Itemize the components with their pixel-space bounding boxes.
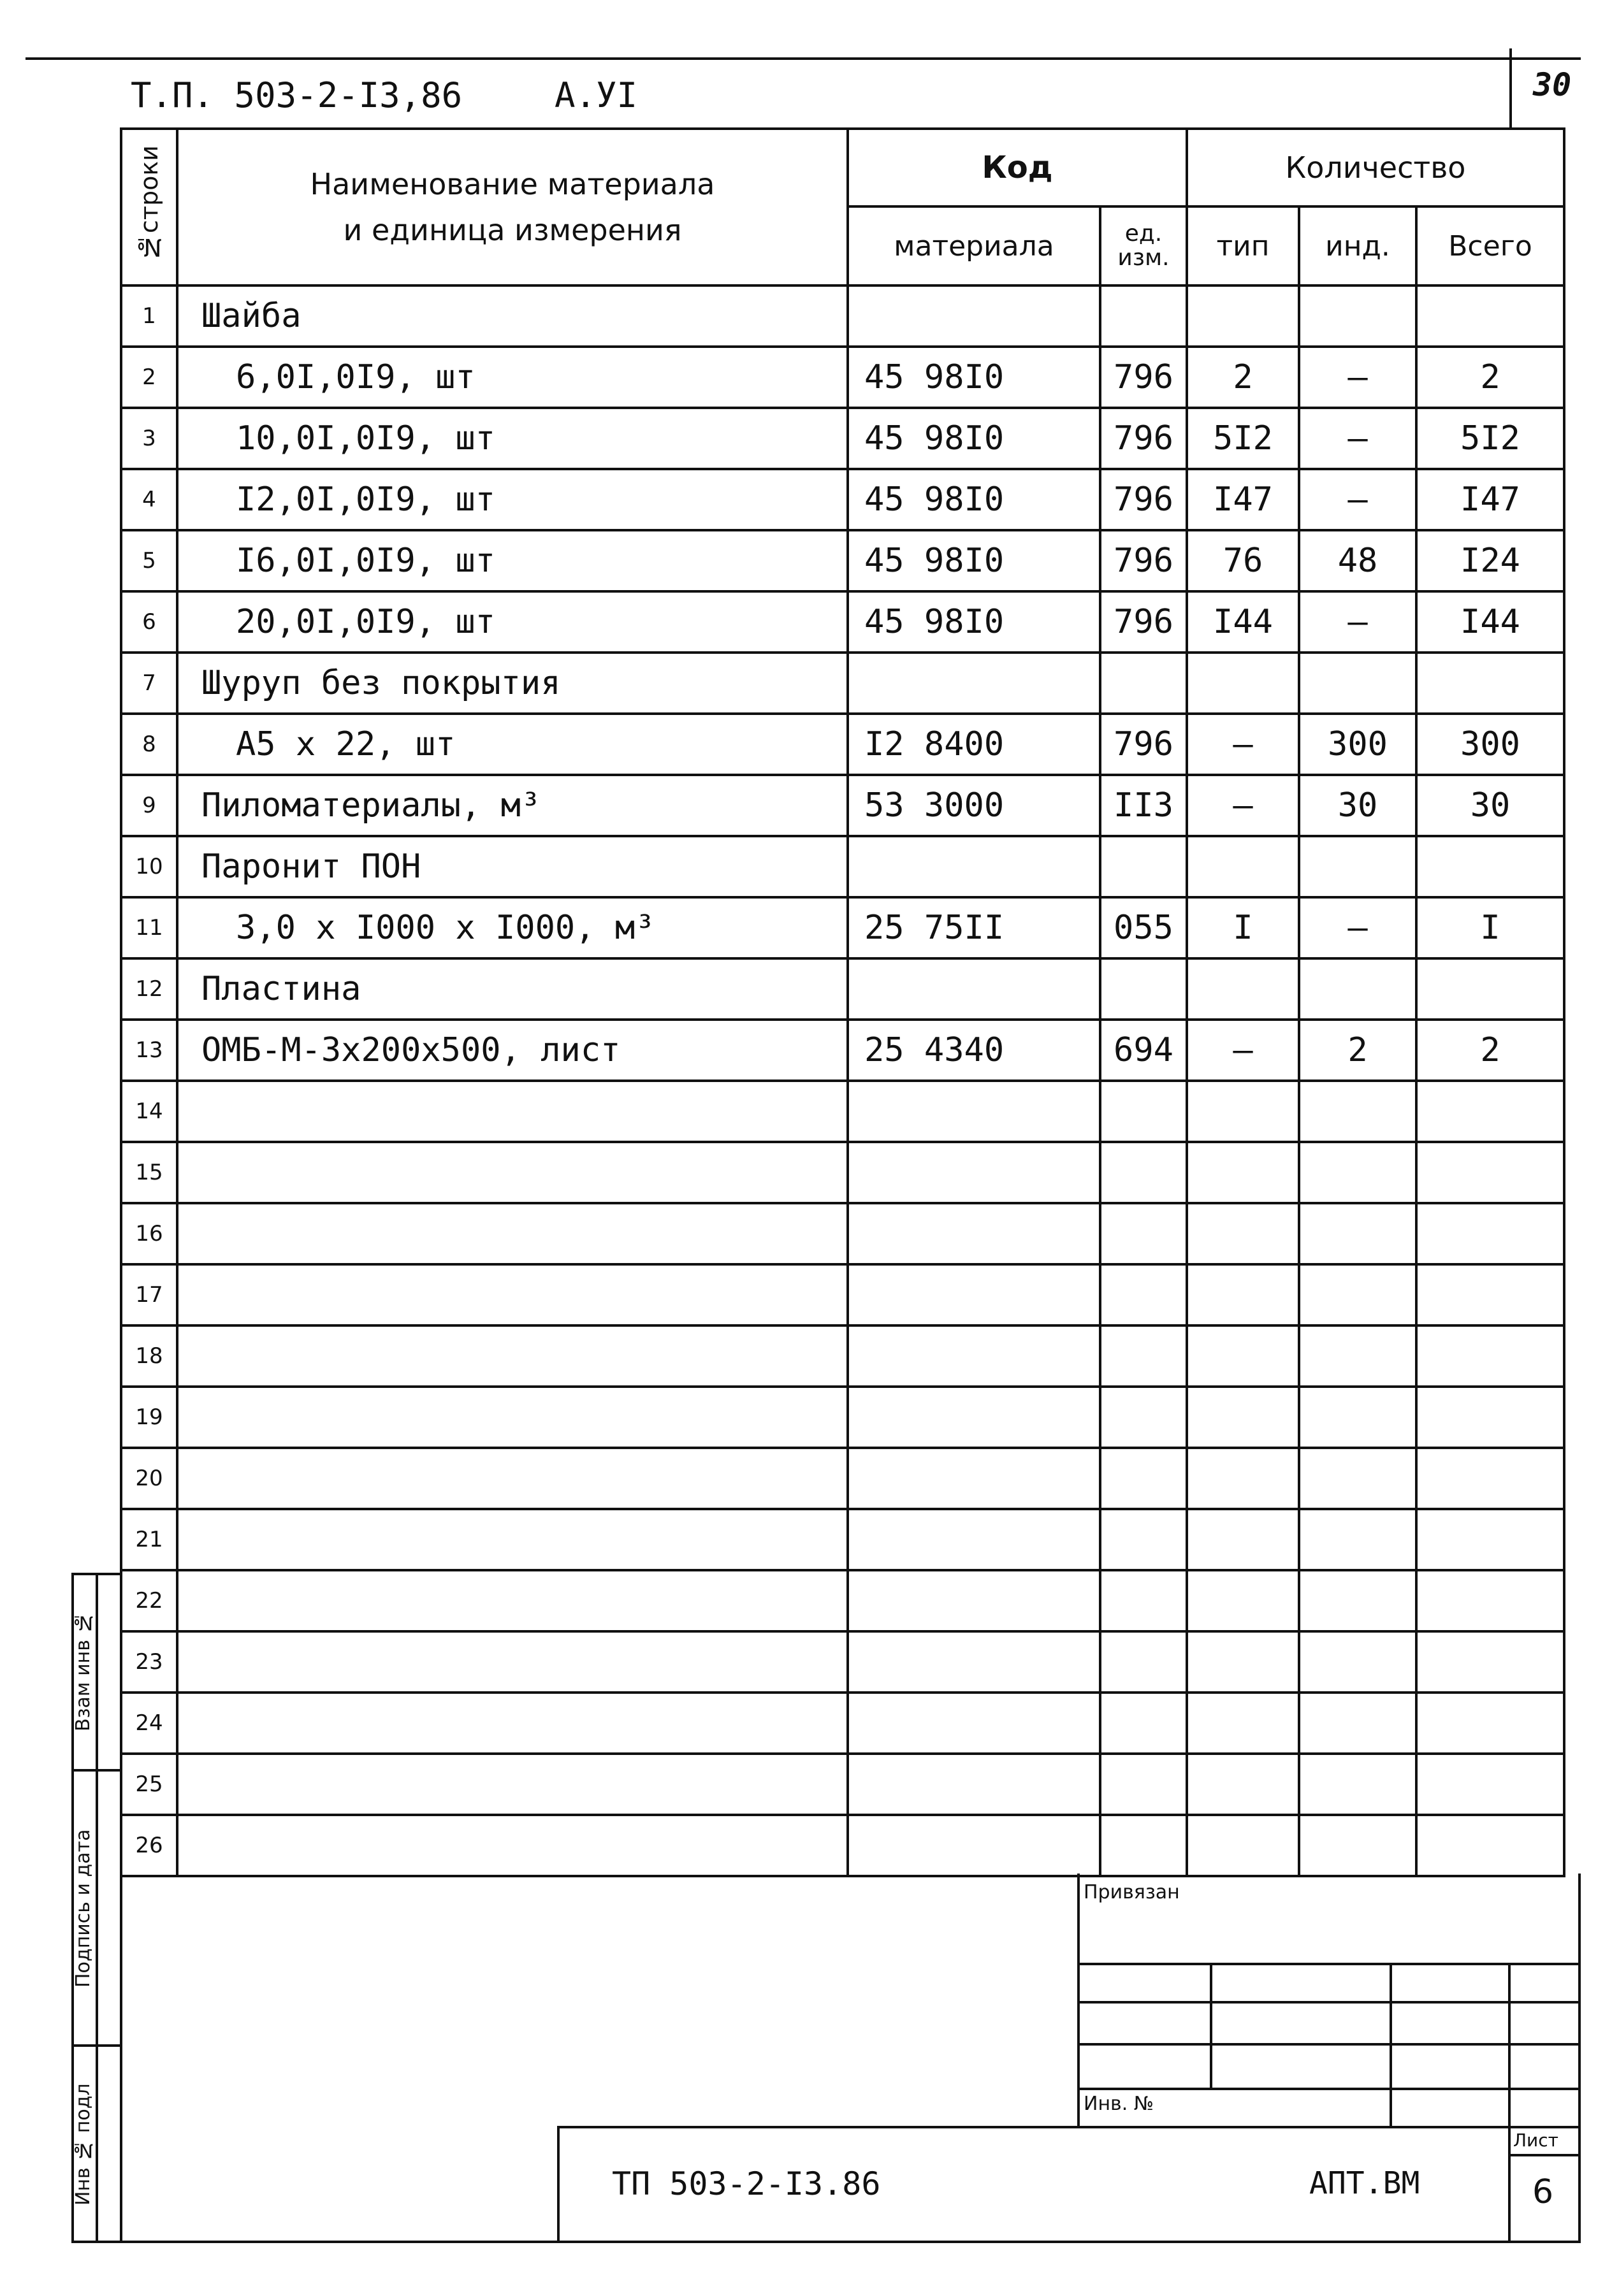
header-qty-ind: инд. [1299, 206, 1416, 285]
qty-total [1416, 653, 1564, 714]
material-code [848, 1631, 1100, 1693]
attached-grid-row-4 [1077, 2088, 1581, 2090]
table-row [121, 591, 1564, 653]
row-number: 26 [121, 1815, 177, 1876]
sheet-label: Лист [1513, 2130, 1558, 2151]
material-code [848, 1693, 1100, 1754]
qty-total [1416, 1631, 1564, 1693]
attached-grid-col-2 [1390, 1963, 1392, 2128]
side-stamp-divider-1 [71, 1769, 122, 1772]
table-row [121, 897, 1564, 958]
table-row [121, 1325, 1564, 1387]
material-code: 45 98I0 [848, 591, 1100, 653]
qty-ind: – [1299, 408, 1416, 469]
qty-total [1416, 1693, 1564, 1754]
unit-code: 796 [1100, 714, 1187, 775]
material-name [177, 1264, 848, 1325]
material-name [177, 1509, 848, 1570]
material-name: А5 х 22, шт [177, 714, 848, 775]
material-code: 45 98I0 [848, 469, 1100, 530]
row-number: 15 [121, 1142, 177, 1203]
table-row [121, 1020, 1564, 1081]
qty-total: 5I2 [1416, 408, 1564, 469]
table-row [121, 1570, 1564, 1631]
row-number: 25 [121, 1754, 177, 1815]
material-code: 53 3000 [848, 775, 1100, 836]
table-row [121, 469, 1564, 530]
unit-code [1100, 285, 1187, 347]
row-number: 5 [121, 530, 177, 591]
doc-mark: АПТ.ВМ [1309, 2165, 1420, 2201]
qty-total [1416, 958, 1564, 1020]
material-name: 20,0I,0I9, шт [177, 591, 848, 653]
row-number: 21 [121, 1509, 177, 1570]
doc-code: ТП 503-2-I3.86 [612, 2165, 881, 2202]
frame-bottom [120, 2241, 1581, 2243]
material-code: 45 98I0 [848, 408, 1100, 469]
table-row [121, 836, 1564, 897]
qty-ind [1299, 1631, 1416, 1693]
material-code [848, 1142, 1100, 1203]
qty-ind [1299, 1142, 1416, 1203]
qty-ind [1299, 1509, 1416, 1570]
qty-total [1416, 285, 1564, 347]
qty-total [1416, 1754, 1564, 1815]
frame-right-lower [1578, 1874, 1581, 2243]
attached-label: Привязан [1084, 1881, 1180, 1903]
unit-code: 796 [1100, 469, 1187, 530]
material-name: 3,0 х I000 х I000, м³ [177, 897, 848, 958]
material-code: 45 98I0 [848, 530, 1100, 591]
unit-code: 796 [1100, 530, 1187, 591]
unit-code: 796 [1100, 408, 1187, 469]
doc-box-top [557, 2126, 1581, 2128]
table-row [121, 347, 1564, 408]
header-code-unit-label: ед. изм. [1117, 220, 1170, 271]
row-number: 17 [121, 1264, 177, 1325]
material-code [848, 1081, 1100, 1142]
top-rule [25, 57, 1581, 60]
unit-code [1100, 1754, 1187, 1815]
qty-ind: 48 [1299, 530, 1416, 591]
row-number: 1 [121, 285, 177, 347]
attached-grid-col-3 [1508, 1963, 1511, 2128]
table-row [121, 1387, 1564, 1448]
qty-total: I [1416, 897, 1564, 958]
row-number: 4 [121, 469, 177, 530]
header-name-line1: Наименование материала [310, 167, 715, 201]
header-code-material: материала [848, 206, 1100, 285]
qty-type: 2 [1187, 347, 1299, 408]
row-number: 13 [121, 1020, 177, 1081]
qty-ind [1299, 1693, 1416, 1754]
frame-left-lower [120, 1874, 122, 2243]
qty-ind: 2 [1299, 1020, 1416, 1081]
qty-ind [1299, 653, 1416, 714]
qty-type [1187, 1509, 1299, 1570]
header-qty-type: тип [1187, 206, 1299, 285]
material-name [177, 1815, 848, 1876]
qty-type: I [1187, 897, 1299, 958]
inv-number-label: Инв. № [1084, 2093, 1154, 2115]
row-number: 18 [121, 1325, 177, 1387]
qty-type [1187, 1448, 1299, 1509]
table-row [121, 775, 1564, 836]
side-stamp-bottom [71, 2241, 122, 2243]
qty-ind [1299, 1387, 1416, 1448]
qty-type: – [1187, 1020, 1299, 1081]
material-name: 10,0I,0I9, шт [177, 408, 848, 469]
header-row-number [121, 129, 177, 285]
qty-type: – [1187, 714, 1299, 775]
header-name-line2: и единица измерения [343, 213, 682, 247]
row-number: 14 [121, 1081, 177, 1142]
table-row [121, 653, 1564, 714]
unit-code: 694 [1100, 1020, 1187, 1081]
attached-grid-row-3 [1077, 2043, 1581, 2046]
qty-total [1416, 1509, 1564, 1570]
qty-type [1187, 1081, 1299, 1142]
attached-grid-col-1 [1210, 1963, 1212, 2090]
qty-type [1187, 1570, 1299, 1631]
table-row [121, 1081, 1564, 1142]
table-row [121, 1142, 1564, 1203]
qty-type [1187, 1203, 1299, 1264]
qty-ind [1299, 1264, 1416, 1325]
unit-code [1100, 1448, 1187, 1509]
project-code: Т.П. 503-2-I3,86 [131, 75, 463, 115]
qty-total: 2 [1416, 1020, 1564, 1081]
qty-ind [1299, 285, 1416, 347]
qty-ind [1299, 1203, 1416, 1264]
material-name: Пластина [177, 958, 848, 1020]
qty-ind [1299, 1325, 1416, 1387]
unit-code [1100, 653, 1187, 714]
material-code [848, 1325, 1100, 1387]
material-name [177, 1693, 848, 1754]
material-name [177, 1387, 848, 1448]
material-code [848, 1509, 1100, 1570]
material-code [848, 285, 1100, 347]
sheet-box-divider [1508, 2154, 1581, 2156]
qty-type: – [1187, 775, 1299, 836]
doc-box-left [557, 2126, 560, 2243]
unit-code [1100, 958, 1187, 1020]
unit-code: 055 [1100, 897, 1187, 958]
qty-total [1416, 1203, 1564, 1264]
qty-total: 300 [1416, 714, 1564, 775]
qty-total: I24 [1416, 530, 1564, 591]
header-code-unit [1100, 206, 1187, 285]
row-number: 10 [121, 836, 177, 897]
table-row [121, 530, 1564, 591]
table-row [121, 1264, 1564, 1325]
table-row [121, 1754, 1564, 1815]
material-code [848, 1570, 1100, 1631]
material-name: Пиломатериалы, м³ [177, 775, 848, 836]
material-name [177, 1325, 848, 1387]
unit-code [1100, 1631, 1187, 1693]
table-row [121, 408, 1564, 469]
unit-code: 796 [1100, 347, 1187, 408]
material-code [848, 836, 1100, 897]
qty-total: I47 [1416, 469, 1564, 530]
row-number: 11 [121, 897, 177, 958]
row-number: 16 [121, 1203, 177, 1264]
material-name: Паронит ПОН [177, 836, 848, 897]
row-number: 9 [121, 775, 177, 836]
unit-code [1100, 1203, 1187, 1264]
header-qty-total: Всего [1416, 206, 1564, 285]
table-row [121, 1509, 1564, 1570]
material-code: I2 8400 [848, 714, 1100, 775]
unit-code [1100, 1815, 1187, 1876]
material-code: 25 4340 [848, 1020, 1100, 1081]
qty-type [1187, 1631, 1299, 1693]
material-spec-table [120, 127, 1565, 1877]
material-code [848, 1815, 1100, 1876]
row-number: 3 [121, 408, 177, 469]
qty-type: 76 [1187, 530, 1299, 591]
row-number: 23 [121, 1631, 177, 1693]
qty-ind [1299, 1815, 1416, 1876]
qty-ind: – [1299, 347, 1416, 408]
qty-ind: – [1299, 897, 1416, 958]
material-code [848, 1448, 1100, 1509]
material-code: 45 98I0 [848, 347, 1100, 408]
qty-type [1187, 836, 1299, 897]
qty-total [1416, 1081, 1564, 1142]
qty-type [1187, 653, 1299, 714]
material-name: I6,0I,0I9, шт [177, 530, 848, 591]
inv-original-label: Инв № подл [72, 2083, 94, 2206]
table-row [121, 1631, 1564, 1693]
unit-code [1100, 1264, 1187, 1325]
qty-type [1187, 1815, 1299, 1876]
qty-type [1187, 1325, 1299, 1387]
row-number: 6 [121, 591, 177, 653]
qty-type [1187, 1754, 1299, 1815]
qty-total [1416, 836, 1564, 897]
replaced-inv-label: Взам инв № [72, 1611, 94, 1732]
unit-code [1100, 1570, 1187, 1631]
page-number: 30 [1533, 66, 1572, 103]
table-row [121, 1448, 1564, 1509]
qty-total [1416, 1325, 1564, 1387]
material-name: 6,0I,0I9, шт [177, 347, 848, 408]
table-row [121, 285, 1564, 347]
attached-grid-row-2 [1077, 2001, 1581, 2004]
row-number: 22 [121, 1570, 177, 1631]
qty-total: 30 [1416, 775, 1564, 836]
unit-code [1100, 1081, 1187, 1142]
header-qty-group: Количество [1187, 129, 1564, 206]
unit-code [1100, 1509, 1187, 1570]
unit-code [1100, 1387, 1187, 1448]
header-row-number-label: №строки [135, 145, 163, 262]
material-name: Шуруп без покрытия [177, 653, 848, 714]
qty-total: I44 [1416, 591, 1564, 653]
qty-ind [1299, 958, 1416, 1020]
header-code-group: Код [848, 129, 1187, 206]
qty-ind: – [1299, 591, 1416, 653]
qty-total: 2 [1416, 347, 1564, 408]
material-name: Шайба [177, 285, 848, 347]
qty-type [1187, 1142, 1299, 1203]
row-number: 2 [121, 347, 177, 408]
table-row [121, 1693, 1564, 1754]
qty-total [1416, 1448, 1564, 1509]
qty-ind: – [1299, 469, 1416, 530]
unit-code: 796 [1100, 591, 1187, 653]
material-code [848, 1387, 1100, 1448]
qty-ind: 300 [1299, 714, 1416, 775]
table-row [121, 1815, 1564, 1876]
qty-type [1187, 958, 1299, 1020]
qty-type: I44 [1187, 591, 1299, 653]
row-number: 12 [121, 958, 177, 1020]
material-name [177, 1631, 848, 1693]
unit-code [1100, 836, 1187, 897]
qty-type: 5I2 [1187, 408, 1299, 469]
material-code [848, 1754, 1100, 1815]
material-name [177, 1203, 848, 1264]
header-name [177, 129, 848, 285]
material-name [177, 1081, 848, 1142]
qty-type [1187, 1693, 1299, 1754]
qty-total [1416, 1815, 1564, 1876]
qty-total [1416, 1570, 1564, 1631]
qty-total [1416, 1387, 1564, 1448]
qty-total [1416, 1142, 1564, 1203]
album-code: А.УI [555, 75, 638, 115]
material-code [848, 958, 1100, 1020]
material-code [848, 653, 1100, 714]
material-name [177, 1142, 848, 1203]
sheet-number: 6 [1532, 2173, 1554, 2211]
qty-type [1187, 1387, 1299, 1448]
table-row [121, 1203, 1564, 1264]
qty-ind: 30 [1299, 775, 1416, 836]
qty-ind [1299, 1754, 1416, 1815]
sheet-box-left [1508, 2126, 1511, 2243]
row-number: 19 [121, 1387, 177, 1448]
material-code [848, 1264, 1100, 1325]
page-number-divider [1509, 48, 1512, 127]
side-stamp-divider-2 [71, 2044, 122, 2047]
unit-code [1100, 1142, 1187, 1203]
unit-code [1100, 1325, 1187, 1387]
material-code: 25 75II [848, 897, 1100, 958]
row-number: 24 [121, 1693, 177, 1754]
table-row [121, 958, 1564, 1020]
signature-date-label: Подпись и дата [72, 1829, 94, 1988]
qty-ind [1299, 1448, 1416, 1509]
table-row [121, 714, 1564, 775]
qty-type [1187, 285, 1299, 347]
row-number: 8 [121, 714, 177, 775]
row-number: 20 [121, 1448, 177, 1509]
qty-type: I47 [1187, 469, 1299, 530]
material-name [177, 1570, 848, 1631]
material-name: ОМБ-М-3х200х500, лист [177, 1020, 848, 1081]
side-stamp-inner-edge [96, 1573, 98, 2243]
material-name [177, 1448, 848, 1509]
qty-total [1416, 1264, 1564, 1325]
side-stamp-top [71, 1573, 122, 1575]
qty-ind [1299, 1081, 1416, 1142]
unit-code: II3 [1100, 775, 1187, 836]
unit-code [1100, 1693, 1187, 1754]
row-number: 7 [121, 653, 177, 714]
material-name: I2,0I,0I9, шт [177, 469, 848, 530]
attached-grid-row-1 [1077, 1963, 1581, 1965]
material-code [848, 1203, 1100, 1264]
qty-type [1187, 1264, 1299, 1325]
qty-ind [1299, 836, 1416, 897]
qty-ind [1299, 1570, 1416, 1631]
material-name [177, 1754, 848, 1815]
